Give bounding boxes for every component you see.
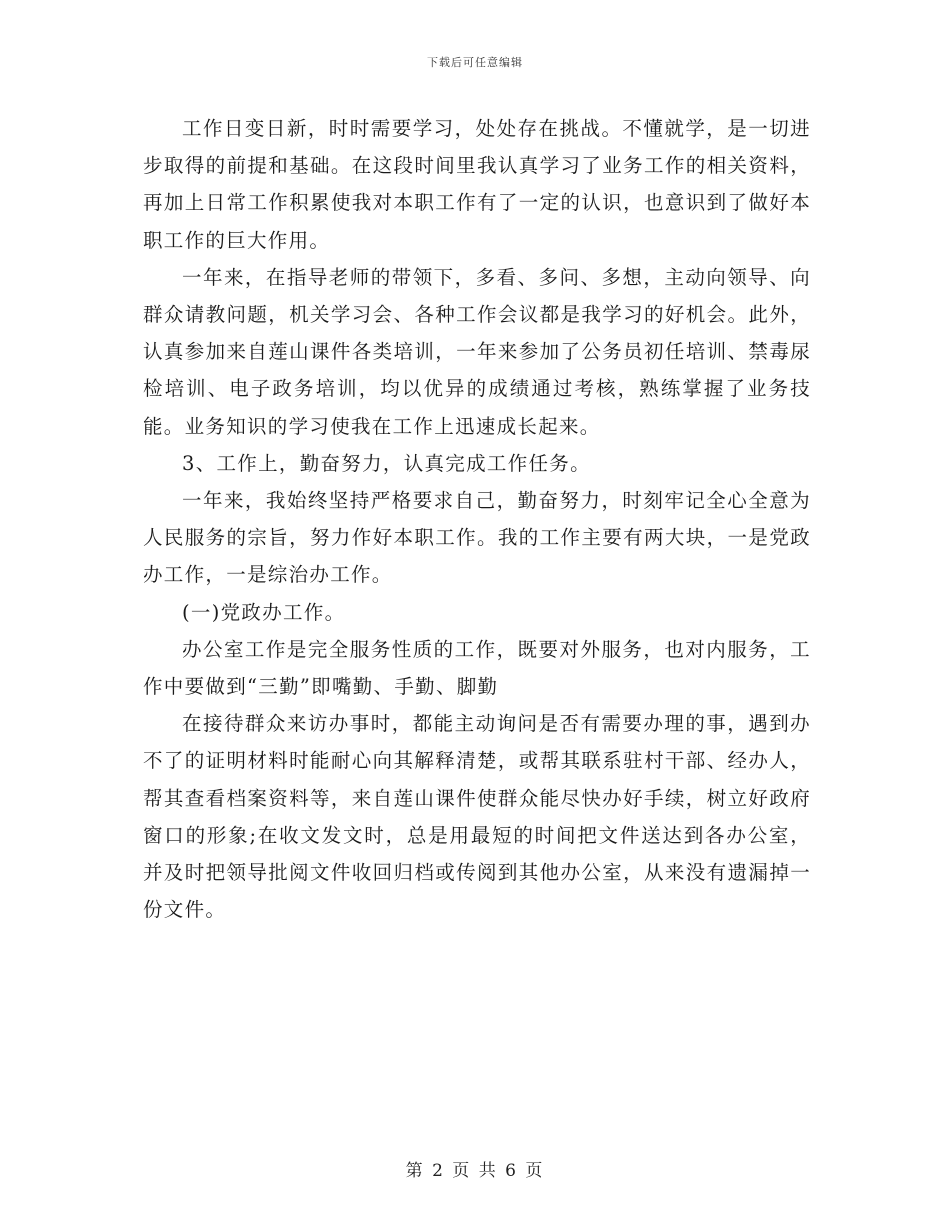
paragraph: 办公室工作是完全服务性质的工作，既要对外服务，也对内服务，工作中要做到“三勤”即嘴勤、手勤、脚勤 [143,637,811,699]
paragraph: 一年来，在指导老师的带领下，多看、多问、多想，主动向领导、向群众请教问题，机关学习会、各种工作会议都是我学习的好机会。此外，认真参加来自莲山课件各类培训，一年来参加了公务员初任培训、禁毒尿检培训、电子政务培训，均以优异的成绩通过考核，熟练掌握了业务技能。业务知识的学习使我在工作上迅速成长起来。 [143,265,811,438]
paragraph: 一年来，我始终坚持严格要求自己，勤奋努力，时刻牢记全心全意为人民服务的宗旨，努力作好本职工作。我的工作主要有两大块，一是党政办工作，一是综治办工作。 [143,489,811,587]
paragraph: 在接待群众来访办事时，都能主动询问是否有需要办理的事，遇到办不了的证明材料时能耐心向其解释清楚，或帮其联系驻村干部、经办人，帮其查看档案资料等，来自莲山课件使群众能尽快办好手续，树立好政府窗口的形象;在收文发文时，总是用最短的时间把文件送达到各办公室，并及时把领导批阅文件收回归档或传阅到其他办公室，从来没有遗漏掉一份文件。 [143,712,811,922]
document-body [143,110,811,928]
paragraph: 工作日变日新，时时需要学习，处处存在挑战。不懂就学，是一切进步取得的前提和基础。在这段时间里我认真学习了业务工作的相关资料，再加上日常工作积累使我对本职工作有了一定的认识，也意识到了做好本职工作的巨大作用。 [143,117,811,252]
page-number: 第 2 页 共 6 页 [405,1161,545,1181]
subsection-heading: (一)党政办工作。 [182,600,346,624]
section-heading: 3、工作上，勤奋努力，认真完成工作任务。 [182,451,591,475]
page-header: 下载后可任意编辑 [427,56,523,69]
